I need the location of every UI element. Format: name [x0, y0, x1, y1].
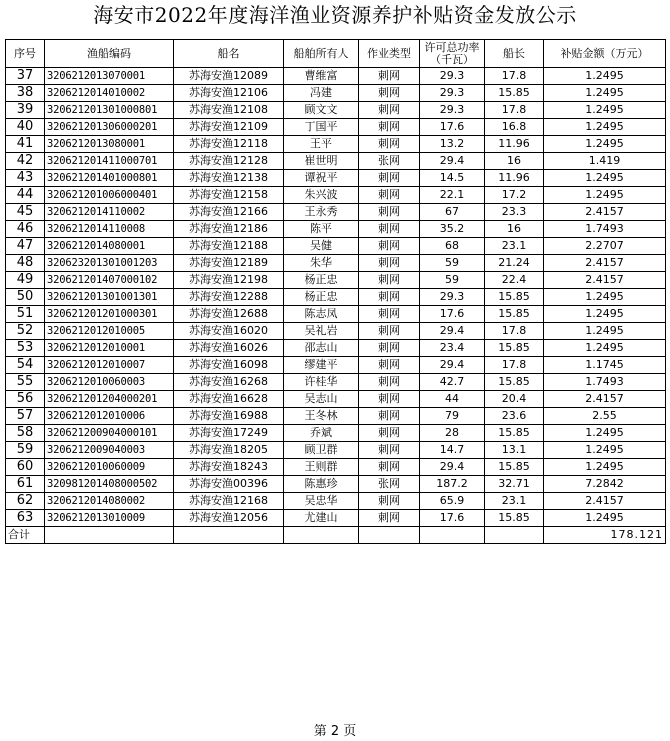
cell-power: 65.9	[420, 493, 485, 510]
cell-seq: 40	[6, 119, 45, 136]
page-title: 海安市2022年度海洋渔业资源养护补贴资金发放公示	[93, 3, 577, 27]
total-empty-cell	[174, 527, 284, 544]
cell-vessel-name: 苏海安渔12138	[174, 170, 284, 187]
cell-length: 15.85	[485, 425, 544, 442]
cell-owner: 崔世明	[284, 153, 359, 170]
cell-amount: 1.2495	[544, 68, 666, 85]
cell-operation-type: 刺网	[359, 493, 420, 510]
cell-power: 29.3	[420, 68, 485, 85]
cell-power: 17.6	[420, 119, 485, 136]
cell-amount: 7.2842	[544, 476, 666, 493]
header-amount: 补贴金额（万元）	[544, 40, 666, 68]
cell-operation-type: 刺网	[359, 238, 420, 255]
table-row	[6, 136, 666, 153]
total-value: 178.121	[544, 527, 666, 544]
cell-power: 67	[420, 204, 485, 221]
cell-length: 22.4	[485, 272, 544, 289]
cell-operation-type: 刺网	[359, 357, 420, 374]
cell-owner: 朱兴波	[284, 187, 359, 204]
cell-amount: 1.2495	[544, 102, 666, 119]
cell-vessel-code: 3206212010060003	[45, 374, 174, 391]
cell-length: 15.85	[485, 85, 544, 102]
header-seq: 序号	[6, 40, 45, 68]
cell-vessel-name: 苏海安渔16098	[174, 357, 284, 374]
cell-vessel-code: 320621201401000801	[45, 170, 174, 187]
cell-vessel-code: 3206212014010002	[45, 85, 174, 102]
cell-vessel-code: 3206212013080001	[45, 136, 174, 153]
page-number: 第 2 页	[313, 724, 357, 739]
cell-vessel-code: 320621201006000401	[45, 187, 174, 204]
cell-length: 23.1	[485, 493, 544, 510]
cell-vessel-name: 苏海安渔18205	[174, 442, 284, 459]
table-row	[6, 68, 666, 85]
cell-seq: 59	[6, 442, 45, 459]
cell-vessel-code: 320621201306000201	[45, 119, 174, 136]
cell-power: 29.4	[420, 153, 485, 170]
cell-operation-type: 刺网	[359, 289, 420, 306]
table-row	[6, 510, 666, 527]
cell-seq: 54	[6, 357, 45, 374]
cell-vessel-name: 苏海安渔18243	[174, 459, 284, 476]
cell-operation-type: 刺网	[359, 119, 420, 136]
cell-power: 29.3	[420, 289, 485, 306]
cell-owner: 吴忠华	[284, 493, 359, 510]
header-length: 船长	[485, 40, 544, 68]
cell-operation-type: 刺网	[359, 459, 420, 476]
table-row	[6, 289, 666, 306]
cell-vessel-name: 苏海安渔12168	[174, 493, 284, 510]
cell-length: 16	[485, 153, 544, 170]
total-empty-cell	[420, 527, 485, 544]
cell-amount: 1.419	[544, 153, 666, 170]
cell-owner: 冯建	[284, 85, 359, 102]
header-power	[420, 40, 485, 68]
cell-vessel-code: 3206212012010007	[45, 357, 174, 374]
cell-owner: 王则群	[284, 459, 359, 476]
table-row	[6, 408, 666, 425]
cell-seq: 52	[6, 323, 45, 340]
cell-vessel-code: 320621201301001301	[45, 289, 174, 306]
cell-power: 59	[420, 255, 485, 272]
cell-vessel-code: 320621201201000301	[45, 306, 174, 323]
cell-vessel-name: 苏海安渔12118	[174, 136, 284, 153]
table-row	[6, 119, 666, 136]
cell-seq: 63	[6, 510, 45, 527]
subsidy-table	[5, 39, 666, 544]
cell-vessel-name: 苏海安渔12056	[174, 510, 284, 527]
cell-seq: 61	[6, 476, 45, 493]
cell-vessel-code: 3206212014080001	[45, 238, 174, 255]
cell-length: 32.71	[485, 476, 544, 493]
table-row	[6, 493, 666, 510]
cell-operation-type: 刺网	[359, 323, 420, 340]
cell-power: 29.3	[420, 85, 485, 102]
cell-length: 15.85	[485, 459, 544, 476]
cell-vessel-name: 苏海安渔12189	[174, 255, 284, 272]
cell-vessel-code: 3206212010060009	[45, 459, 174, 476]
cell-vessel-name: 苏海安渔12198	[174, 272, 284, 289]
cell-length: 15.85	[485, 340, 544, 357]
header-owner: 船舶所有人	[284, 40, 359, 68]
cell-seq: 37	[6, 68, 45, 85]
cell-seq: 51	[6, 306, 45, 323]
table-body	[6, 68, 666, 527]
cell-vessel-name: 苏海安渔17249	[174, 425, 284, 442]
cell-vessel-code: 3206212014110008	[45, 221, 174, 238]
cell-length: 17.8	[485, 323, 544, 340]
cell-vessel-name: 苏海安渔16020	[174, 323, 284, 340]
table-row	[6, 255, 666, 272]
table-row	[6, 340, 666, 357]
cell-owner: 王永秀	[284, 204, 359, 221]
table-row	[6, 238, 666, 255]
cell-seq: 57	[6, 408, 45, 425]
cell-seq: 60	[6, 459, 45, 476]
cell-operation-type: 刺网	[359, 187, 420, 204]
cell-amount: 1.2495	[544, 306, 666, 323]
cell-power: 29.3	[420, 102, 485, 119]
cell-vessel-code: 3206212012010005	[45, 323, 174, 340]
cell-amount: 1.2495	[544, 85, 666, 102]
total-empty-cell	[284, 527, 359, 544]
cell-vessel-name: 苏海安渔12108	[174, 102, 284, 119]
cell-operation-type: 刺网	[359, 510, 420, 527]
cell-length: 23.3	[485, 204, 544, 221]
cell-vessel-code: 3206212012010006	[45, 408, 174, 425]
cell-seq: 48	[6, 255, 45, 272]
cell-seq: 43	[6, 170, 45, 187]
table-row	[6, 425, 666, 442]
cell-amount: 1.2495	[544, 323, 666, 340]
cell-vessel-code: 320621200904000101	[45, 425, 174, 442]
cell-vessel-name: 苏海安渔12089	[174, 68, 284, 85]
cell-operation-type: 刺网	[359, 221, 420, 238]
cell-length: 11.96	[485, 170, 544, 187]
cell-owner: 杨正忠	[284, 289, 359, 306]
cell-length: 15.85	[485, 289, 544, 306]
cell-amount: 1.2495	[544, 510, 666, 527]
cell-vessel-name: 苏海安渔16268	[174, 374, 284, 391]
cell-vessel-code: 3206212014080002	[45, 493, 174, 510]
cell-owner: 谭祝平	[284, 170, 359, 187]
cell-operation-type: 张网	[359, 476, 420, 493]
header-power-line1: 许可总功率	[424, 40, 480, 54]
cell-amount: 2.4157	[544, 391, 666, 408]
cell-vessel-name: 苏海安渔12109	[174, 119, 284, 136]
cell-length: 17.8	[485, 68, 544, 85]
cell-operation-type: 刺网	[359, 255, 420, 272]
cell-owner: 缪建平	[284, 357, 359, 374]
total-empty-cell	[485, 527, 544, 544]
cell-operation-type: 刺网	[359, 425, 420, 442]
cell-vessel-code: 3206212013010009	[45, 510, 174, 527]
cell-operation-type: 刺网	[359, 408, 420, 425]
cell-vessel-code: 320621201204000201	[45, 391, 174, 408]
cell-operation-type: 刺网	[359, 272, 420, 289]
cell-amount: 1.2495	[544, 425, 666, 442]
cell-vessel-name: 苏海安渔12688	[174, 306, 284, 323]
cell-length: 17.2	[485, 187, 544, 204]
cell-amount: 1.2495	[544, 187, 666, 204]
cell-vessel-name: 苏海安渔16988	[174, 408, 284, 425]
cell-length: 23.1	[485, 238, 544, 255]
table-row	[6, 187, 666, 204]
header-type: 作业类型	[359, 40, 420, 68]
cell-amount: 2.4157	[544, 493, 666, 510]
cell-power: 14.5	[420, 170, 485, 187]
cell-length: 15.85	[485, 306, 544, 323]
cell-operation-type: 刺网	[359, 102, 420, 119]
table-row	[6, 170, 666, 187]
table-header-row	[6, 40, 666, 68]
cell-amount: 2.4157	[544, 272, 666, 289]
cell-operation-type: 张网	[359, 153, 420, 170]
cell-vessel-code: 320621201301000801	[45, 102, 174, 119]
cell-seq: 44	[6, 187, 45, 204]
cell-owner: 顾卫群	[284, 442, 359, 459]
cell-vessel-code: 3206212012010001	[45, 340, 174, 357]
cell-owner: 曹维富	[284, 68, 359, 85]
cell-power: 28	[420, 425, 485, 442]
cell-operation-type: 刺网	[359, 340, 420, 357]
cell-power: 59	[420, 272, 485, 289]
cell-owner: 陈平	[284, 221, 359, 238]
cell-vessel-code: 320981201408000502	[45, 476, 174, 493]
cell-vessel-code: 320623201301001203	[45, 255, 174, 272]
cell-owner: 陈志凤	[284, 306, 359, 323]
cell-power: 29.4	[420, 323, 485, 340]
cell-amount: 1.7493	[544, 374, 666, 391]
total-empty-cell	[45, 527, 174, 544]
cell-vessel-code: 3206212014110002	[45, 204, 174, 221]
cell-amount: 2.55	[544, 408, 666, 425]
cell-length: 17.8	[485, 102, 544, 119]
cell-owner: 吴志山	[284, 391, 359, 408]
header-name: 船名	[174, 40, 284, 68]
cell-owner: 朱华	[284, 255, 359, 272]
table-row	[6, 357, 666, 374]
cell-power: 44	[420, 391, 485, 408]
cell-vessel-name: 苏海安渔16628	[174, 391, 284, 408]
cell-seq: 56	[6, 391, 45, 408]
cell-seq: 53	[6, 340, 45, 357]
cell-length: 13.1	[485, 442, 544, 459]
cell-owner: 顾文文	[284, 102, 359, 119]
cell-power: 187.2	[420, 476, 485, 493]
cell-seq: 46	[6, 221, 45, 238]
table-row	[6, 323, 666, 340]
table-row	[6, 442, 666, 459]
header-code: 渔船编码	[45, 40, 174, 68]
cell-power: 14.7	[420, 442, 485, 459]
table-row	[6, 153, 666, 170]
cell-seq: 55	[6, 374, 45, 391]
cell-owner: 王冬林	[284, 408, 359, 425]
cell-amount: 1.7493	[544, 221, 666, 238]
cell-seq: 49	[6, 272, 45, 289]
cell-operation-type: 刺网	[359, 85, 420, 102]
total-empty-cell	[359, 527, 420, 544]
total-row	[6, 527, 666, 544]
cell-power: 22.1	[420, 187, 485, 204]
cell-owner: 邵志山	[284, 340, 359, 357]
cell-seq: 45	[6, 204, 45, 221]
table-row	[6, 85, 666, 102]
table-row	[6, 102, 666, 119]
cell-amount: 1.2495	[544, 459, 666, 476]
cell-vessel-name: 苏海安渔00396	[174, 476, 284, 493]
cell-seq: 50	[6, 289, 45, 306]
table-row	[6, 204, 666, 221]
cell-power: 35.2	[420, 221, 485, 238]
cell-vessel-name: 苏海安渔12128	[174, 153, 284, 170]
table-row	[6, 391, 666, 408]
cell-operation-type: 刺网	[359, 306, 420, 323]
cell-amount: 1.2495	[544, 170, 666, 187]
cell-length: 20.4	[485, 391, 544, 408]
cell-owner: 吴健	[284, 238, 359, 255]
cell-amount: 1.2495	[544, 119, 666, 136]
cell-seq: 58	[6, 425, 45, 442]
cell-amount: 1.2495	[544, 340, 666, 357]
cell-amount: 1.2495	[544, 442, 666, 459]
cell-seq: 38	[6, 85, 45, 102]
cell-vessel-name: 苏海安渔12186	[174, 221, 284, 238]
cell-power: 17.6	[420, 510, 485, 527]
header-power-line2: （千瓦）	[430, 52, 474, 66]
cell-length: 17.8	[485, 357, 544, 374]
table-row	[6, 459, 666, 476]
cell-vessel-name: 苏海安渔16026	[174, 340, 284, 357]
cell-vessel-code: 320621201411000701	[45, 153, 174, 170]
cell-power: 29.4	[420, 357, 485, 374]
cell-seq: 39	[6, 102, 45, 119]
cell-operation-type: 刺网	[359, 204, 420, 221]
cell-length: 23.6	[485, 408, 544, 425]
cell-vessel-name: 苏海安渔12106	[174, 85, 284, 102]
cell-vessel-code: 3206212013070001	[45, 68, 174, 85]
cell-vessel-code: 320621201407000102	[45, 272, 174, 289]
cell-power: 23.4	[420, 340, 485, 357]
cell-operation-type: 刺网	[359, 68, 420, 85]
cell-length: 21.24	[485, 255, 544, 272]
cell-operation-type: 刺网	[359, 442, 420, 459]
cell-length: 16	[485, 221, 544, 238]
cell-operation-type: 刺网	[359, 374, 420, 391]
table-row	[6, 272, 666, 289]
cell-power: 42.7	[420, 374, 485, 391]
cell-owner: 丁国平	[284, 119, 359, 136]
cell-length: 15.85	[485, 510, 544, 527]
cell-seq: 47	[6, 238, 45, 255]
cell-vessel-name: 苏海安渔12188	[174, 238, 284, 255]
cell-length: 11.96	[485, 136, 544, 153]
cell-vessel-name: 苏海安渔12288	[174, 289, 284, 306]
cell-power: 79	[420, 408, 485, 425]
cell-owner: 乔斌	[284, 425, 359, 442]
cell-length: 16.8	[485, 119, 544, 136]
total-label: 合计	[6, 527, 45, 544]
cell-power: 17.6	[420, 306, 485, 323]
cell-owner: 陈惠珍	[284, 476, 359, 493]
cell-operation-type: 刺网	[359, 136, 420, 153]
cell-amount: 1.1745	[544, 357, 666, 374]
cell-owner: 尤建山	[284, 510, 359, 527]
cell-owner: 吴礼岩	[284, 323, 359, 340]
table-row	[6, 221, 666, 238]
cell-power: 13.2	[420, 136, 485, 153]
cell-seq: 42	[6, 153, 45, 170]
cell-operation-type: 刺网	[359, 391, 420, 408]
cell-amount: 1.2495	[544, 289, 666, 306]
cell-vessel-name: 苏海安渔12166	[174, 204, 284, 221]
table-row	[6, 306, 666, 323]
cell-amount: 2.4157	[544, 255, 666, 272]
cell-amount: 1.2495	[544, 136, 666, 153]
cell-seq: 41	[6, 136, 45, 153]
cell-owner: 许桂华	[284, 374, 359, 391]
cell-vessel-name: 苏海安渔12158	[174, 187, 284, 204]
cell-power: 68	[420, 238, 485, 255]
table-row	[6, 476, 666, 493]
cell-owner: 杨正忠	[284, 272, 359, 289]
cell-operation-type: 刺网	[359, 170, 420, 187]
cell-power: 29.4	[420, 459, 485, 476]
cell-amount: 2.2707	[544, 238, 666, 255]
cell-owner: 王平	[284, 136, 359, 153]
cell-length: 15.85	[485, 374, 544, 391]
cell-amount: 2.4157	[544, 204, 666, 221]
cell-seq: 62	[6, 493, 45, 510]
table-row	[6, 374, 666, 391]
cell-vessel-code: 3206212009040003	[45, 442, 174, 459]
